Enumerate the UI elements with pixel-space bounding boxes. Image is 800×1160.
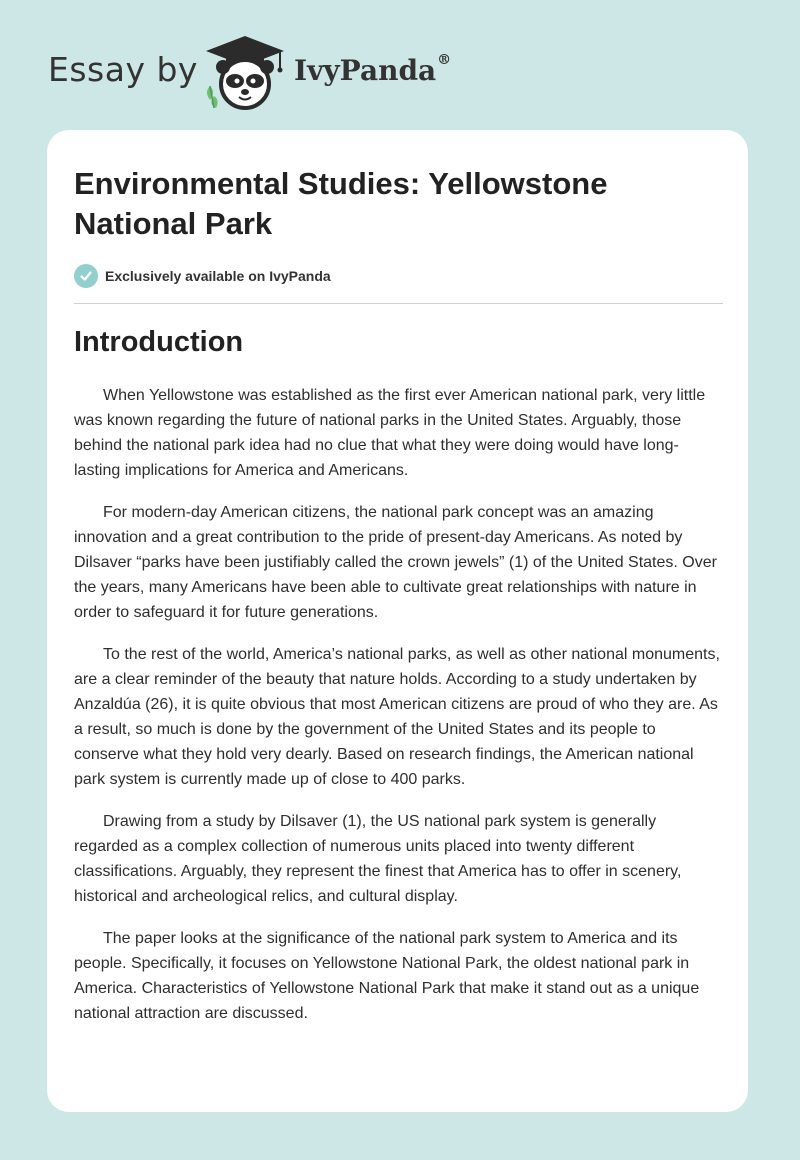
- divider: [74, 303, 723, 304]
- brand-name-text: IvyPanda: [294, 54, 437, 87]
- registered-mark: ®: [437, 52, 452, 68]
- paragraph: When Yellowstone was established as the first ever American national park, very little was known regarding the future of national parks in the United States. Arguably, those behind the national park idea had no clue that what they were doing would have long-lasting implications for America and Americans.: [74, 387, 706, 479]
- page-title: Environmental Studies: Yellowstone National Park: [74, 166, 608, 241]
- article-body: [74, 383, 721, 1043]
- paragraph: To the rest of the world, America’s national parks, as well as other national monuments, are a clear reminder of the beauty that nature holds. According to a study undertaken by Anzaldúa (26), it is quite obvious that most American citizens are proud of who they are. As a result, so much is done by the government of the United States and its people to conserve what they hold very dearly. Based on research findings, the American national park system is currently made up of close to 400 parks.: [74, 646, 720, 788]
- exclusive-badge-label: Exclusively available on IvyPanda: [105, 268, 331, 284]
- essay-by-label: Essay by: [48, 50, 198, 89]
- paragraph: The paper looks at the significance of the national park system to America and its people. Specifically, it focuses on Yellowstone National Park, the oldest national park in America. Characteristics of Yellowstone National Park that make it stand out as a unique national attraction are discussed.: [74, 930, 700, 1022]
- paragraph: Drawing from a study by Dilsaver (1), the US national park system is generally regarded as a complex collection of numerous units placed into twenty different classifications. Arguably, they represent the finest that America has to offer in scenery, historical and archeological relics, and cultural display.: [74, 813, 682, 905]
- paragraph: For modern-day American citizens, the national park concept was an amazing innovation and a great contribution to the pride of present-day Americans. As noted by Dilsaver “parks have been justifiably called the crown jewels” (1) of the United States. Over the years, many Americans have been able to cultivate great relationships with nature in order to safeguard it for future generations.: [74, 504, 717, 621]
- section-heading: Introduction: [74, 326, 244, 358]
- article-card: [47, 130, 748, 1112]
- brand-name[interactable]: [294, 54, 451, 87]
- panda-graduation-cap-icon[interactable]: [200, 34, 290, 110]
- check-icon: [74, 264, 98, 288]
- site-header: [0, 0, 800, 130]
- exclusive-badge: [74, 263, 331, 289]
